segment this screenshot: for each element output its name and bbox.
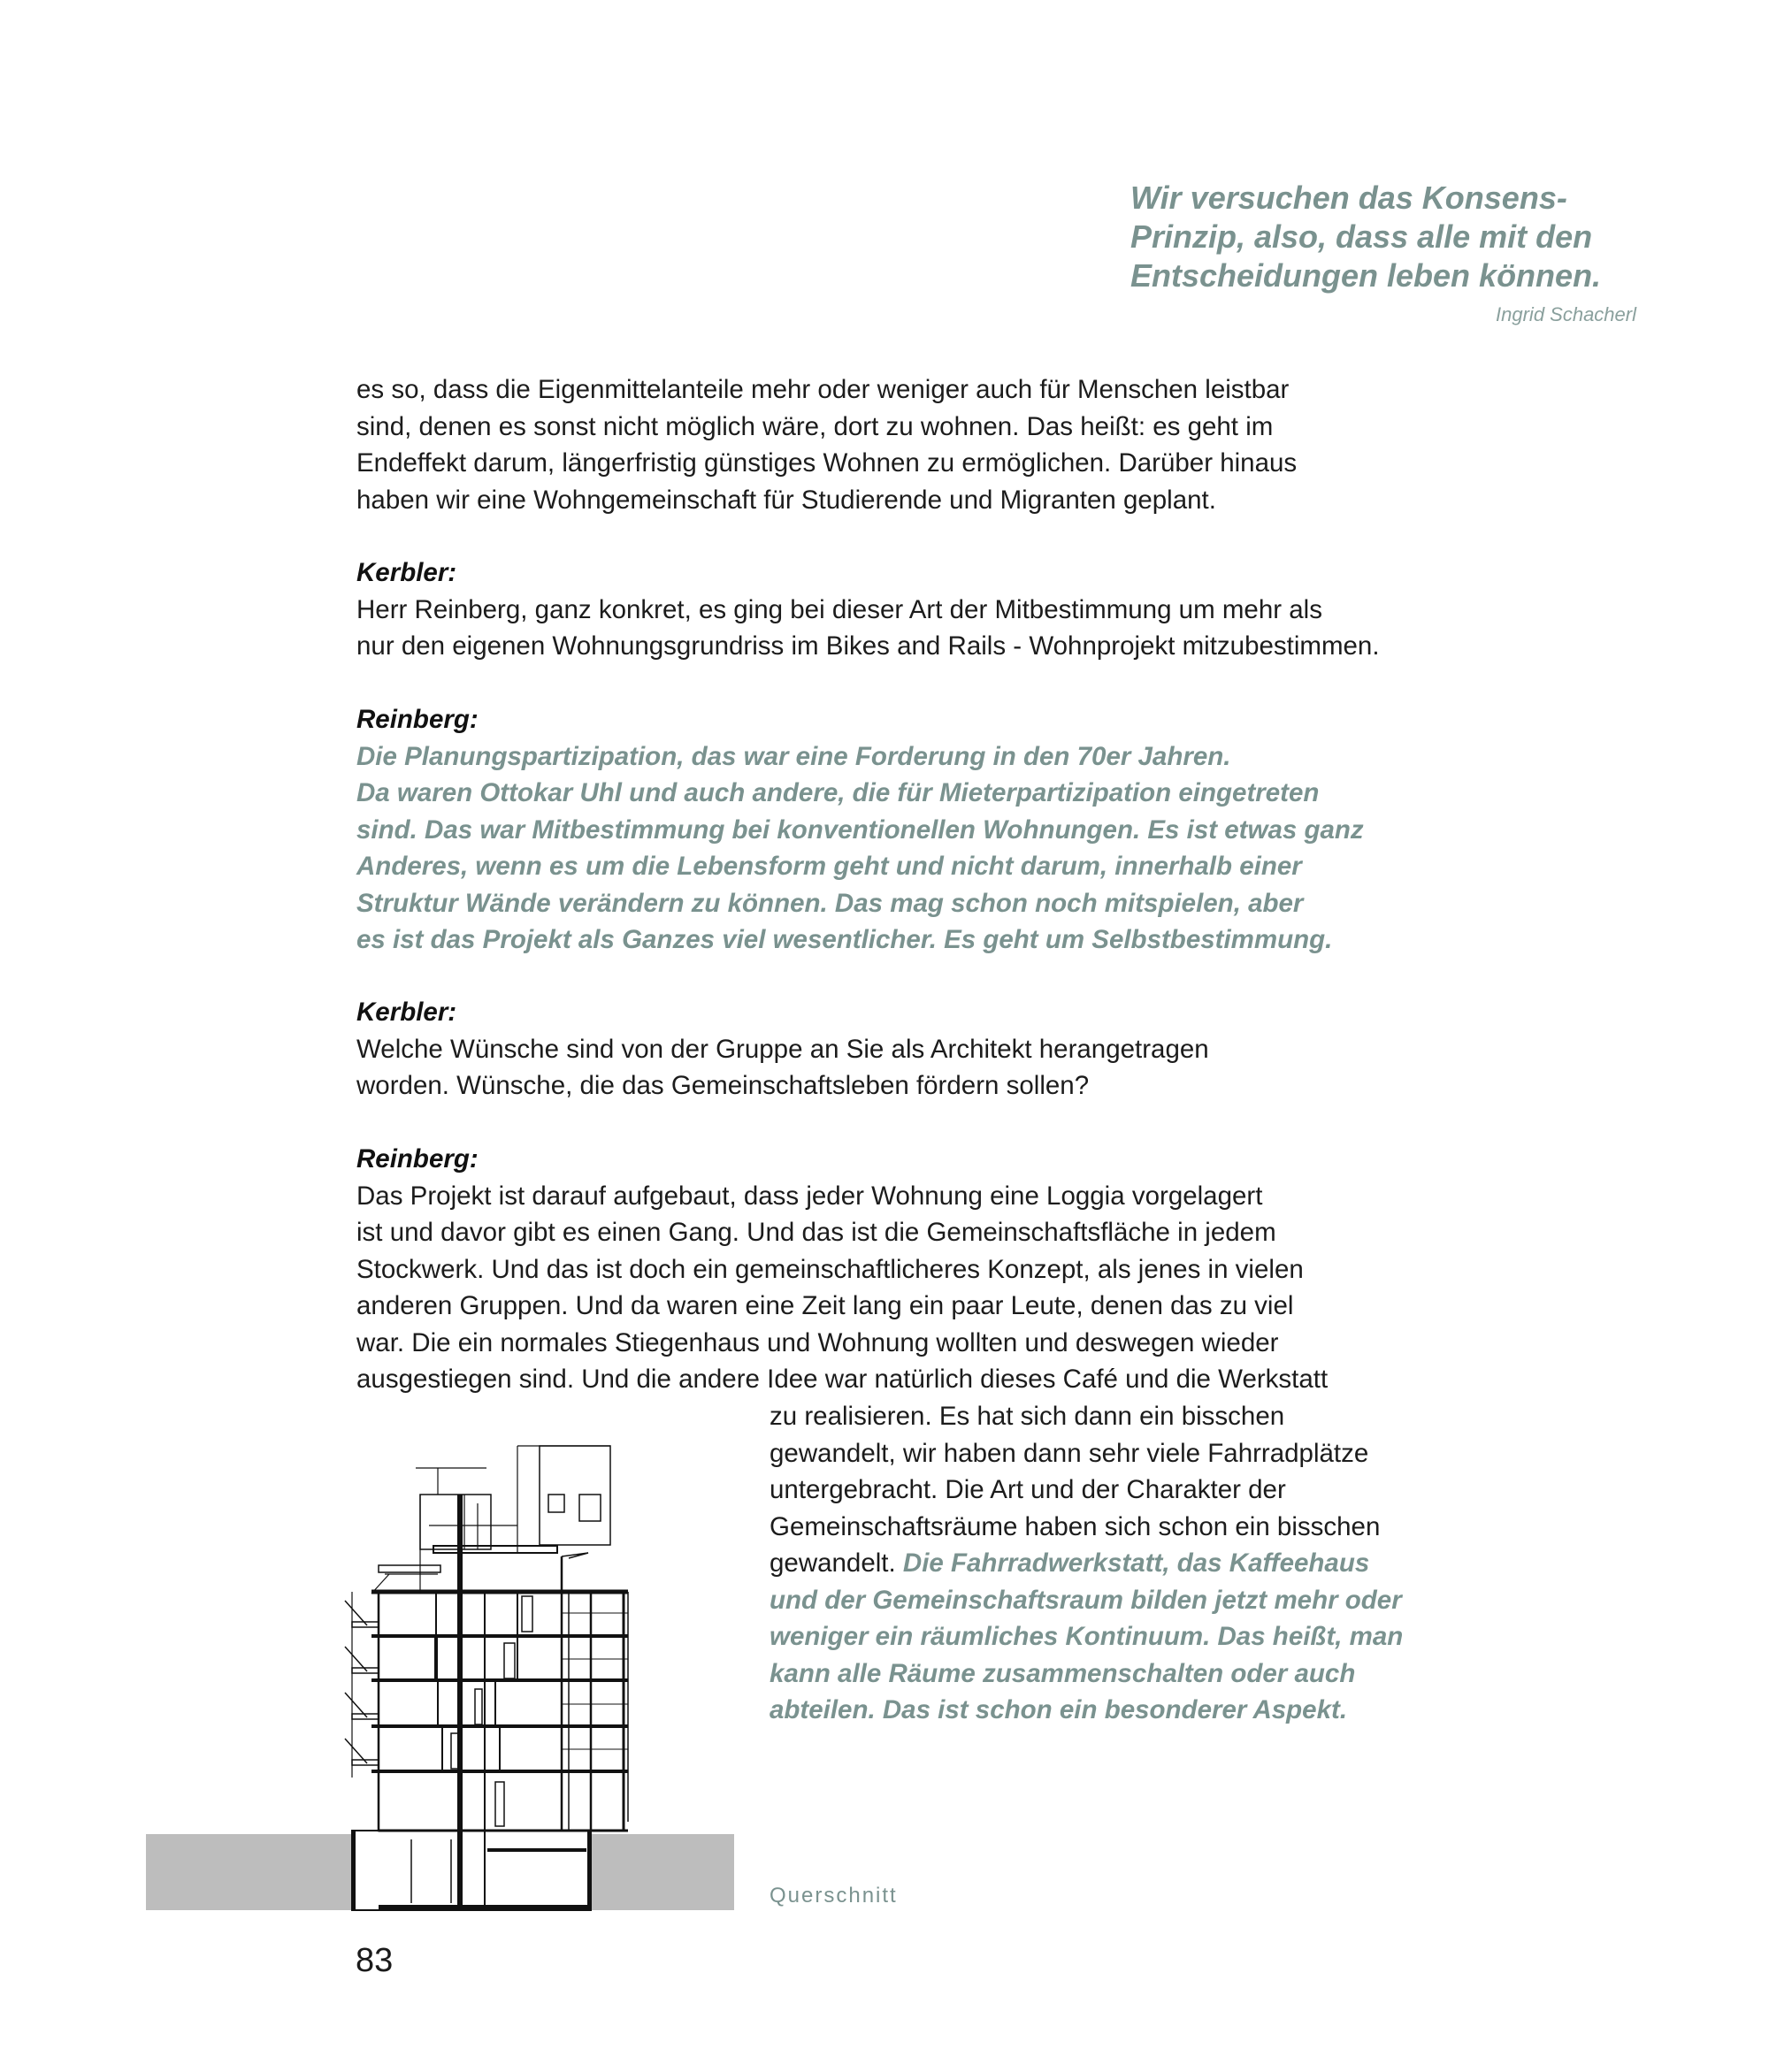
pull-quote-line: Wir versuchen das Konsens- xyxy=(1130,180,1567,216)
text-line: zu realisieren. Es hat sich dann ein bisschen xyxy=(770,1402,1285,1431)
text-line: Anderes, wenn es um die Lebensform geht und nicht darum, innerhalb einer xyxy=(356,852,1302,881)
text-line: abteilen. Das ist schon ein besonderer Aspekt. xyxy=(770,1695,1348,1724)
text-line: untergebracht. Die Art und der Charakter der xyxy=(770,1475,1286,1504)
intro-paragraph xyxy=(356,371,1506,518)
text-line: Gemeinschaftsräume haben sich schon ein bisschen xyxy=(770,1511,1381,1541)
page-number: 83 xyxy=(356,1942,394,1979)
text-line: es ist das Projekt als Ganzes viel wesentlicher. Es geht um Selbstbestimmung. xyxy=(356,925,1333,954)
interview-block-reinberg-2 xyxy=(356,1141,1506,1398)
text-line: sind, denen es sonst nicht möglich wäre, dort zu wohnen. Das heißt: es geht im xyxy=(356,411,1274,441)
text-line: ist und davor gibt es einen Gang. Und das ist die Gemeinschaftsfläche in jedem xyxy=(356,1218,1276,1247)
text-line: Endeffekt darum, längerfristig günstiges Wohnen zu ermöglichen. Darüber hinaus xyxy=(356,448,1298,478)
text-line: worden. Wünsche, die das Gemeinschaftsleben fördern sollen? xyxy=(356,1071,1090,1100)
accent-segment: Die Fahrradwerkstatt, das Kaffeehaus xyxy=(902,1548,1370,1578)
interview-block-kerbler-1 xyxy=(356,554,1506,665)
interview-block-reinberg-1 xyxy=(356,701,1506,959)
text-line: Da waren Ottokar Uhl und auch andere, die für Mieterpartizipation eingetreten xyxy=(356,778,1320,807)
text-line: kann alle Räume zusammenschalten oder auch xyxy=(770,1658,1356,1688)
pull-quote-line: Entscheidungen leben können. xyxy=(1130,257,1602,294)
text-line: Stockwerk. Und das ist doch ein gemeinschaftlicheres Konzept, als jenes in vielen xyxy=(356,1254,1304,1284)
figure-caption: Querschnitt xyxy=(770,1884,898,1908)
speaker-label: Kerbler: xyxy=(356,558,457,587)
text-line xyxy=(770,1545,1654,1582)
text-line: anderen Gruppen. Und da waren eine Zeit lang ein paar Leute, denen das zu viel xyxy=(356,1291,1294,1320)
interview-block-reinberg-2-wrap xyxy=(770,1398,1654,1729)
text-line: weniger ein räumliches Kontinuum. Das heißt, man xyxy=(770,1622,1404,1651)
pull-quote-line: Prinzip, also, dass alle mit den xyxy=(1130,218,1593,255)
interview-block-kerbler-2 xyxy=(356,994,1506,1105)
text-line: Struktur Wände verändern zu können. Das mag schon noch mitspielen, aber xyxy=(356,888,1304,918)
pull-quote xyxy=(1130,179,1661,295)
basement xyxy=(352,1831,591,1910)
speaker-label: Reinberg: xyxy=(356,705,479,734)
text-line: Herr Reinberg, ganz konkret, es ging bei dieser Art der Mitbestimmung um mehr als xyxy=(356,594,1322,624)
pull-quote-author: Ingrid Schacherl xyxy=(1496,303,1636,325)
text-line: sind. Das war Mitbestimmung bei konventionellen Wohnungen. Es ist etwas ganz xyxy=(356,814,1364,845)
text-line: ausgestiegen sind. Und die andere Idee war natürlich dieses Café und die Werkstatt xyxy=(356,1365,1329,1394)
text-line: Welche Wünsche sind von der Gruppe an Sie als Architekt herangetragen xyxy=(356,1034,1209,1064)
text-line: haben wir eine Wohngemeinschaft für Studierende und Migranten geplant. xyxy=(356,485,1216,515)
text-segment: gewandelt. xyxy=(770,1548,903,1578)
speaker-label: Kerbler: xyxy=(356,998,457,1027)
text-line: Das Projekt ist darauf aufgebaut, dass jeder Wohnung eine Loggia vorgelagert xyxy=(356,1181,1263,1211)
text-line: Die Planungspartizipation, das war eine Forderung in den 70er Jahren. xyxy=(356,741,1231,771)
text-line: war. Die ein normales Stiegenhaus und Wohnung wollten und deswegen wieder xyxy=(356,1327,1279,1357)
text-line: es so, dass die Eigenmittelanteile mehr oder weniger auch für Menschen leistbar xyxy=(356,375,1290,404)
building-cross-section-drawing xyxy=(146,1441,734,1912)
text-line: nur den eigenen Wohnungsgrundriss im Bikes and Rails - Wohnprojekt mitzubestimmen. xyxy=(356,631,1380,661)
text-line: gewandelt, wir haben dann sehr viele Fahrradplätze xyxy=(770,1438,1369,1468)
speaker-label: Reinberg: xyxy=(356,1144,479,1174)
text-line: und der Gemeinschaftsraum bilden jetzt mehr oder xyxy=(770,1585,1402,1615)
